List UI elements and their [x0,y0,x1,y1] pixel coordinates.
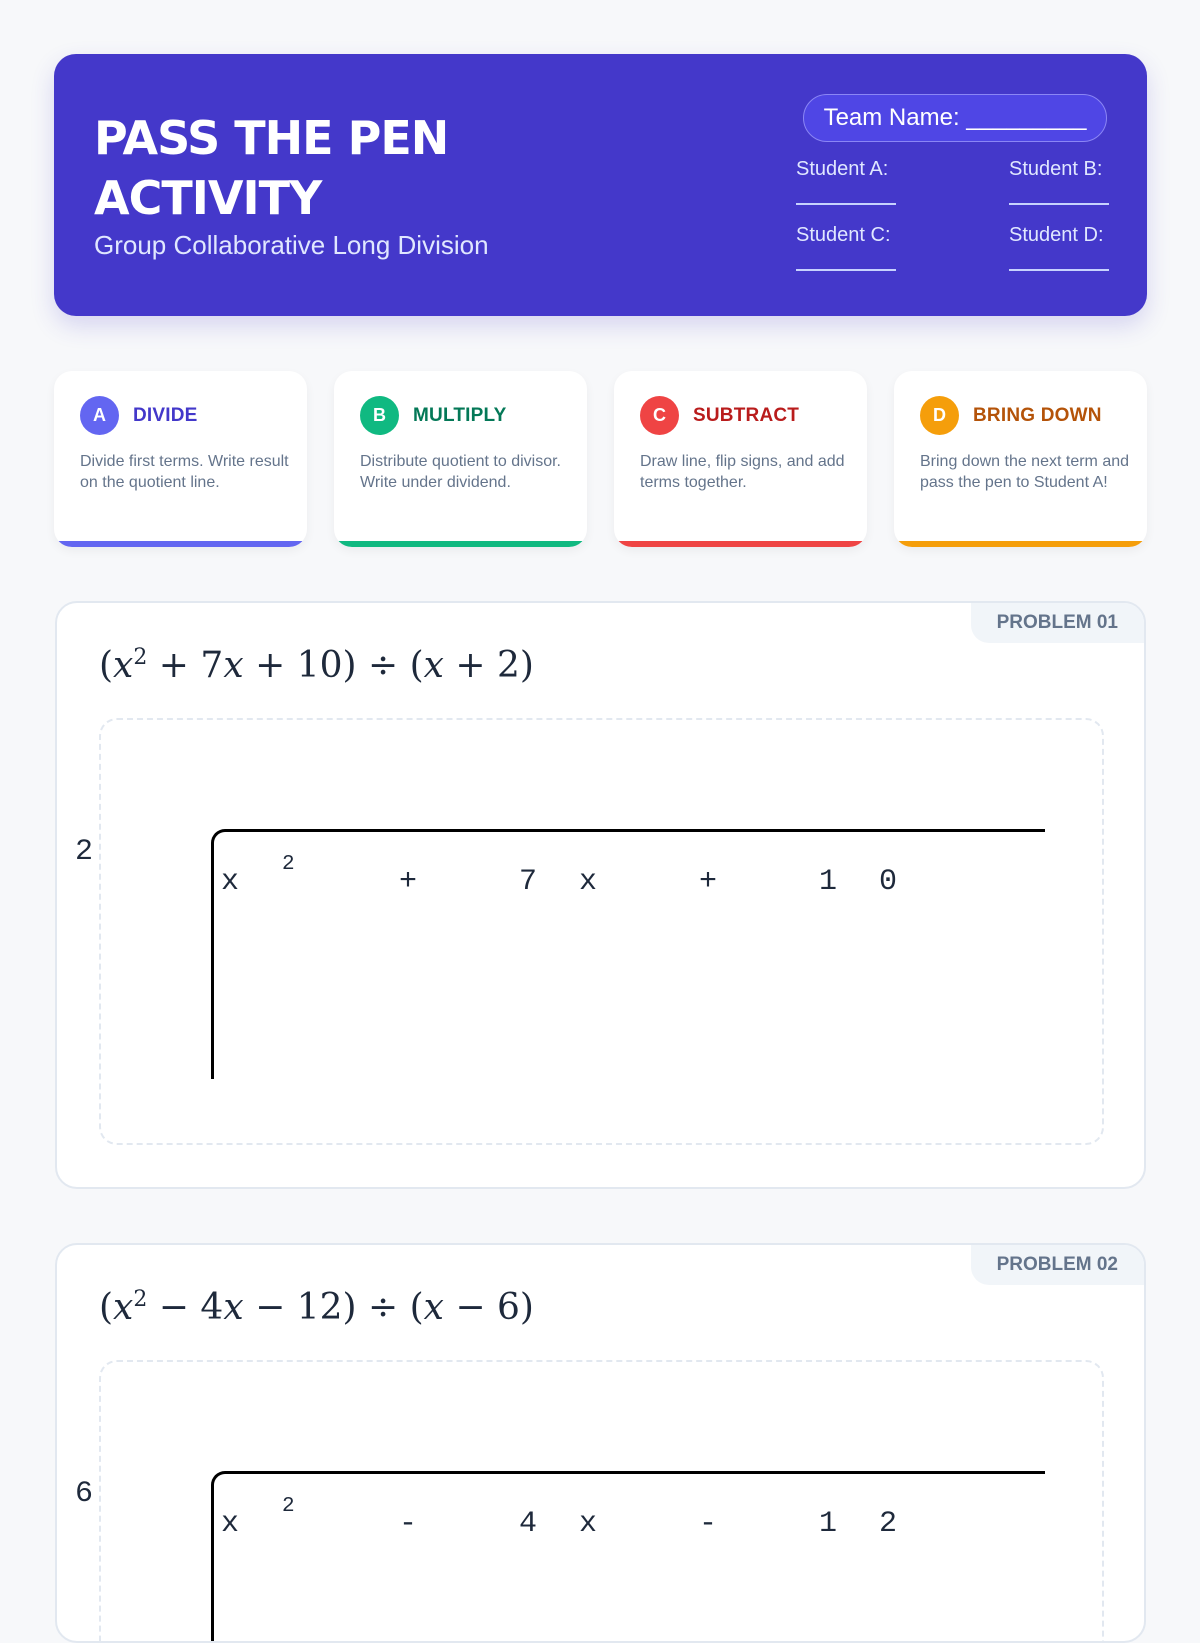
page-subtitle: Group Collaborative Long Division [94,230,489,260]
student-a-field[interactable] [796,158,896,205]
student-a-label: Student A: [796,158,889,180]
problem-card: PROBLEM 02 $(x^2 - 4x - 12) \div (x - 6)$ 6 x 2 - 4 x - 1 2 [55,1243,1146,1643]
student-d-label: Student D: [1009,224,1104,246]
step-text-bring-down: Bring down the next term and pass the pen to Student A! [920,453,1130,491]
problem-expression: $(x^2 + 7x + 10) \div (x + 2)$ [99,645,534,686]
student-d-field[interactable] [1009,224,1109,271]
problem-card: PROBLEM 01 $(x^2 + 7x + 10) \div (x + 2)$ 2 x 2 + 7 x + 1 0 [55,601,1146,1189]
step-card-divide [54,371,307,547]
step-badge-a: A [80,396,119,435]
student-b-field[interactable] [1009,158,1109,205]
student-b-blank [1009,203,1109,205]
step-title-divide: DIVIDE [133,405,198,426]
step-title-subtract: SUBTRACT [693,405,800,426]
divisor: 2 [75,835,94,869]
activity-header [54,54,1147,316]
student-b-label: Student B: [1009,158,1103,180]
problem-expression: $(x^2 - 4x - 12) \div (x - 6)$ [99,1287,534,1328]
student-c-field[interactable] [796,224,896,271]
student-c-label: Student C: [796,224,891,246]
step-text-divide: Divide first terms. Write result on the quotient line. [80,453,289,491]
division-bracket [211,1471,1045,1643]
page-title: PASS THE PEN ACTIVITY [94,111,449,225]
team-name-field[interactable]: Team Name: _________ [803,94,1107,142]
step-badge-b: B [360,396,399,435]
divisor: 6 [75,1477,94,1511]
student-c-blank [796,269,896,271]
division-bracket [211,829,1045,1079]
step-text-multiply: Distribute quotient to divisor. Write under dividend. [360,453,561,491]
step-badge-d: D [920,396,959,435]
step-card-subtract [614,371,867,547]
step-title-bring-down: BRING DOWN [973,405,1102,426]
problem-number: PROBLEM 01 [971,603,1144,643]
problem-number: PROBLEM 02 [971,1245,1144,1285]
step-badge-c: C [640,396,679,435]
student-a-blank [796,203,896,205]
step-title-multiply: MULTIPLY [413,405,507,426]
step-text-subtract: Draw line, flip signs, and add terms together. [640,453,845,491]
step-card-bring-down [894,371,1147,547]
student-d-blank [1009,269,1109,271]
step-card-multiply [334,371,587,547]
